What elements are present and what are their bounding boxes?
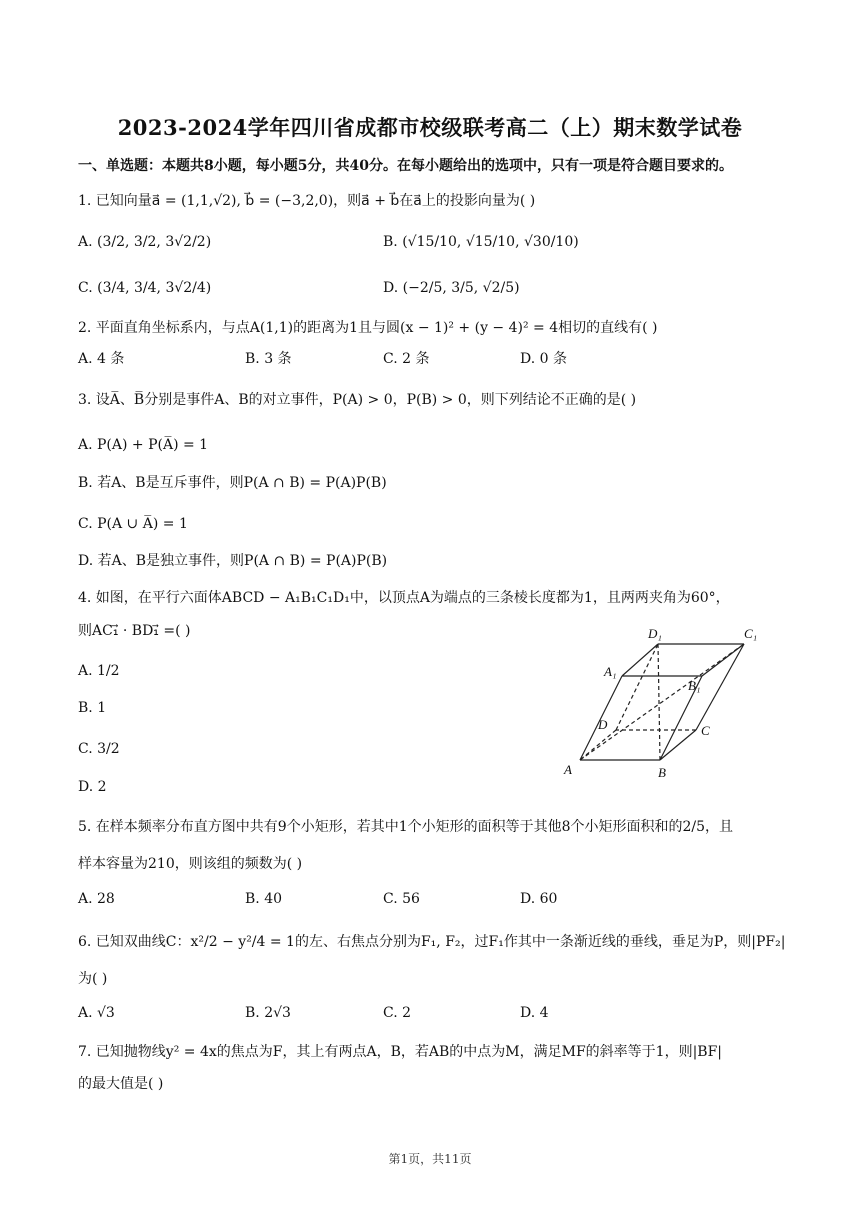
label-A1: A₁ [604,664,617,679]
q6-option-b: B. 2√3 [245,1005,291,1021]
label-C: C [701,723,710,738]
diagonal-AC1 [580,644,744,760]
label-D1: D₁ [648,626,662,641]
q3-option-a: A. P(A) + P(A̅) = 1 [78,437,209,453]
label-D: D [598,717,608,732]
parallelepiped-figure [560,622,780,782]
q4-option-d: D. 2 [78,779,107,795]
edge-DD1 [616,644,658,730]
section-heading: 一、单选题：本题共8小题，每小题5分，共40分。在每小题给出的选项中，只有一项是符合题目要求的。 [78,158,733,174]
q5-option-c: C. 56 [383,891,420,907]
q1-option-d: D. (−2/5, 3/5, √2/5) [383,280,520,296]
question-4-stem-line2: 则AC₁⃗ · BD₁⃗ =( ) [78,623,191,639]
q4-option-a: A. 1/2 [78,663,120,679]
label-A: A [564,762,572,777]
q3-option-d: D. 若A、B是独立事件，则P(A ∩ B) = P(A)P(B) [78,553,388,569]
q1-option-b: B. (√15/10, √15/10, √30/10) [383,234,579,250]
q5-option-d: D. 60 [520,891,558,907]
question-3-stem: 3. 设A̅、B̅分别是事件A、B的对立事件，P(A) > 0，P(B) > 0，则下列结论不正确的是( ) [78,392,637,408]
q1-option-a: A. (3/2, 3/2, 3√2/2) [78,234,212,250]
q3-option-b: B. 若A、B是互斥事件，则P(A ∩ B) = P(A)P(B) [78,475,387,491]
q2-option-d: D. 0 条 [520,351,567,367]
question-5-stem-line2: 样本容量为210，则该组的频数为( ) [78,856,303,872]
question-5-stem-line1: 5. 在样本频率分布直方图中共有9个小矩形，若其中1个小矩形的面积等于其他8个小矩形面积和的2/5，且 [78,819,734,835]
q3-option-c: C. P(A ∪ A̅) = 1 [78,516,188,532]
label-C1: C₁ [744,626,758,641]
question-2-stem: 2. 平面直角坐标系内，与点A(1,1)的距离为1且与圆(x − 1)² + (y − 4)² = 4相切的直线有( ) [78,320,658,336]
question-6-stem-line1: 6. 已知双曲线C：x²/2 − y²/4 = 1的左、右焦点分别为F₁, F₂，过F₁作其中一条渐近线的垂线，垂足为P，则|PF₂| [78,934,786,950]
q5-option-b: B. 40 [245,891,283,907]
page-footer: 第1页，共11页 [388,1152,472,1166]
question-1-stem: 1. 已知向量a⃗ = (1,1,√2), b⃗ = (−3,2,0)，则a⃗ + b⃗在a⃗上的投影向量为( ) [78,193,536,209]
question-6-stem-line2: 为( ) [78,971,108,987]
label-B1: B₁ [688,678,701,693]
edge-CC1 [696,644,744,730]
q5-option-a: A. 28 [78,891,115,907]
q2-option-c: C. 2 条 [383,351,430,367]
q6-option-a: A. √3 [78,1005,115,1021]
q4-option-c: C. 3/2 [78,741,120,757]
edge-D1A1 [622,644,658,676]
question-7-stem-line1: 7. 已知抛物线y² = 4x的焦点为F，其上有两点A，B，若AB的中点为M，满足MF的斜率等于1，则|BF| [78,1044,722,1060]
question-4-stem-line1: 4. 如图，在平行六面体ABCD − A₁B₁C₁D₁中，以顶点A为端点的三条棱长度都为1，且两两夹角为60°， [78,590,730,606]
diagonal-BD1 [658,644,660,760]
q6-option-c: C. 2 [383,1005,412,1021]
question-7-stem-line2: 的最大值是( ) [78,1076,164,1092]
label-B: B [658,765,666,780]
page-title: 2023-2024学年四川省成都市校级联考高二（上）期末数学试卷 [117,115,743,140]
q1-option-c: C. (3/4, 3/4, 3√2/4) [78,280,212,296]
q6-option-d: D. 4 [520,1005,549,1021]
q4-option-b: B. 1 [78,700,107,716]
q2-option-b: B. 3 条 [245,351,292,367]
q2-option-a: A. 4 条 [78,351,125,367]
edge-BC [660,730,696,760]
